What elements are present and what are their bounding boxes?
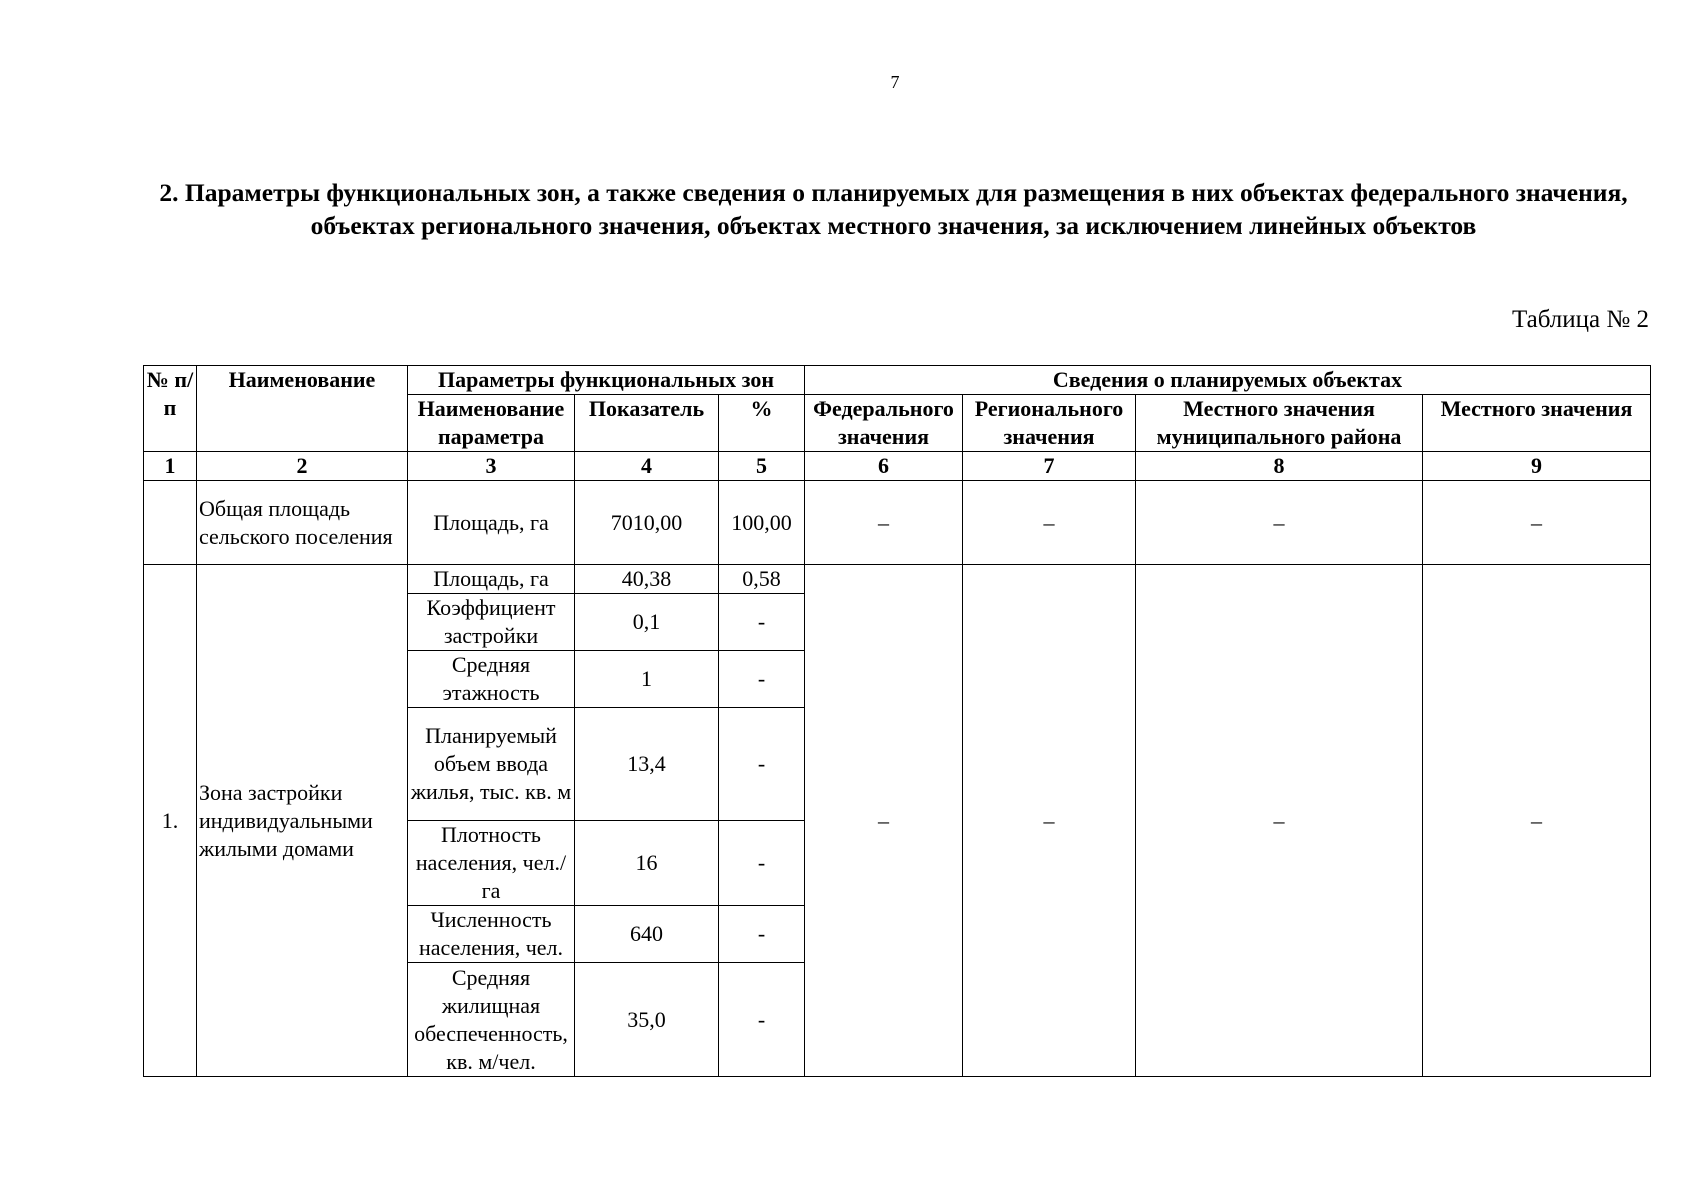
local-objects: – <box>1423 565 1651 1077</box>
zone-no: 1. <box>144 565 197 1077</box>
row-no <box>144 481 197 565</box>
header-objects-group: Сведения о планируемых объектах <box>805 366 1651 395</box>
header-param-name: Наименование параметра <box>408 395 575 452</box>
param-value: 40,38 <box>575 565 719 594</box>
param-name: Плотность населения, чел./га <box>408 821 575 906</box>
column-numbers-row <box>144 452 1651 481</box>
section-heading: 2. Параметры функциональных зон, а также сведения о планируемых для размещения в них объектах федерального значения, объектах регионального значения, объектах местного значения, за исключением линейных объектов <box>159 178 1628 240</box>
param-name: Площадь, га <box>408 481 575 565</box>
functional-zones-table <box>143 365 1651 1077</box>
param-value: 640 <box>575 906 719 963</box>
federal-objects: – <box>805 565 963 1077</box>
column-number: 8 <box>1136 452 1423 481</box>
page-number: 7 <box>890 72 900 92</box>
header-local-district: Местного значения муниципального района <box>1136 395 1423 452</box>
param-name: Средняя жилищная обеспеченность, кв. м/чел. <box>408 963 575 1077</box>
param-name: Планируемый объем ввода жилья, тыс. кв. м <box>408 708 575 821</box>
column-number: 1 <box>144 452 197 481</box>
header-name: Наименование <box>197 366 408 452</box>
header-indicator: Показатель <box>575 395 719 452</box>
header-no: № п/п <box>144 366 197 452</box>
column-number: 6 <box>805 452 963 481</box>
table-caption: Таблица № 2 <box>1511 306 1649 333</box>
zone-name: Зона застройки индивидуальными жилыми домами <box>197 565 408 1077</box>
regional-objects: – <box>963 481 1136 565</box>
param-name: Численность населения, чел. <box>408 906 575 963</box>
param-name: Площадь, га <box>408 565 575 594</box>
column-number: 2 <box>197 452 408 481</box>
param-percent: - <box>719 594 805 651</box>
param-percent: - <box>719 821 805 906</box>
param-value: 0,1 <box>575 594 719 651</box>
regional-objects: – <box>963 565 1136 1077</box>
param-percent: - <box>719 906 805 963</box>
param-percent: - <box>719 963 805 1077</box>
total-area-row <box>144 481 1651 565</box>
param-percent: 0,58 <box>719 565 805 594</box>
row-name: Общая площадь сельского поселения <box>197 481 408 565</box>
column-number: 3 <box>408 452 575 481</box>
param-percent: - <box>719 708 805 821</box>
federal-objects: – <box>805 481 963 565</box>
local-district-objects: – <box>1136 565 1423 1077</box>
header-regional: Регионального значения <box>963 395 1136 452</box>
param-percent: - <box>719 651 805 708</box>
param-name: Коэффициент застройки <box>408 594 575 651</box>
header-local: Местного значения <box>1423 395 1651 452</box>
local-objects: – <box>1423 481 1651 565</box>
param-name: Средняя этажность <box>408 651 575 708</box>
column-number: 9 <box>1423 452 1651 481</box>
column-number: 5 <box>719 452 805 481</box>
header-params-group: Параметры функциональных зон <box>408 366 805 395</box>
column-number: 7 <box>963 452 1136 481</box>
param-value: 13,4 <box>575 708 719 821</box>
param-value: 35,0 <box>575 963 719 1077</box>
header-federal: Федерального значения <box>805 395 963 452</box>
local-district-objects: – <box>1136 481 1423 565</box>
header-percent: % <box>719 395 805 452</box>
param-percent: 100,00 <box>719 481 805 565</box>
param-value: 7010,00 <box>575 481 719 565</box>
column-number: 4 <box>575 452 719 481</box>
param-value: 1 <box>575 651 719 708</box>
zone-param-row <box>144 565 1651 594</box>
param-value: 16 <box>575 821 719 906</box>
